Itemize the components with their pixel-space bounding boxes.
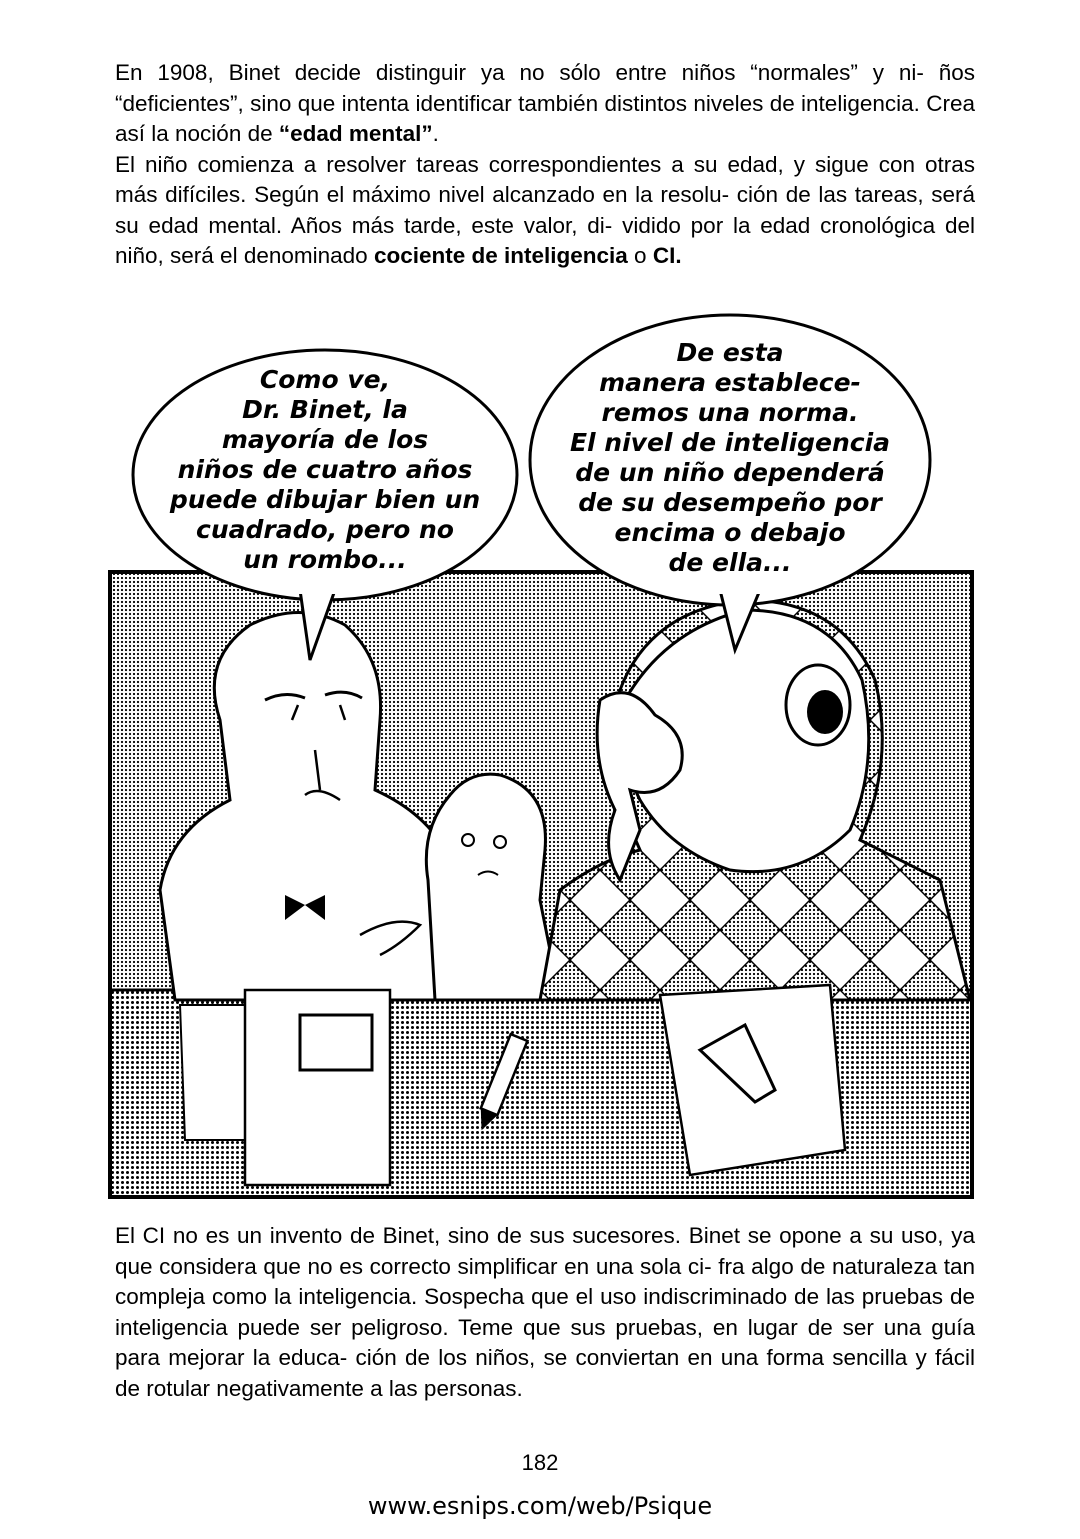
closing-paragraph: El CI no es un invento de Binet, sino de sus sucesores. Binet se opone a su uso, ya que considera que no es correcto simplificar en una sola ci- fra algo de naturaleza tan compleja como la inteligencia. Sospecha que el uso indiscriminado de las pruebas de inteligencia puede ser peligroso. Teme que sus pruebas, en lugar de ser una guía para mejorar la educa- ción de los niños, se conviertan en una forma sencilla y fácil de rotular negativamente a las personas. (115, 1223, 975, 1401)
footer-url: www.esnips.com/web/Psique (367, 1492, 713, 1520)
page-number: 182 (521, 1450, 559, 1475)
child (426, 774, 560, 1000)
intro-paragraph: En 1908, Binet decide distinguir ya no sólo entre niños “normales” y ni- ños “deficientes”, sino que intenta identificar también distintos niveles de inteligencia. Crea así la noción de “edad mental”. El niño comienza a resolver tareas correspondientes a su edad, y sigue con otras más difíciles. Según el máximo nivel alcanzado en la resolu- ción de las tareas, será su edad mental. Años más tarde, este valor, di- vidido por la edad cronológica del niño, será el denominado cociente de inteligencia o CI. (115, 60, 975, 268)
bubble-left-text: Como ve, Dr. Binet, la mayoría de los niños de cuatro años puede dibujar bien un cuadrado, pero no un rombo... (169, 365, 481, 574)
bubble-right-text: De esta manera establece- remos una norma. El nivel de inteligencia de un niño dependerá de su desempeño por encima o debajo de ella... (569, 338, 891, 577)
paper-rhombus-drawing (660, 985, 845, 1175)
